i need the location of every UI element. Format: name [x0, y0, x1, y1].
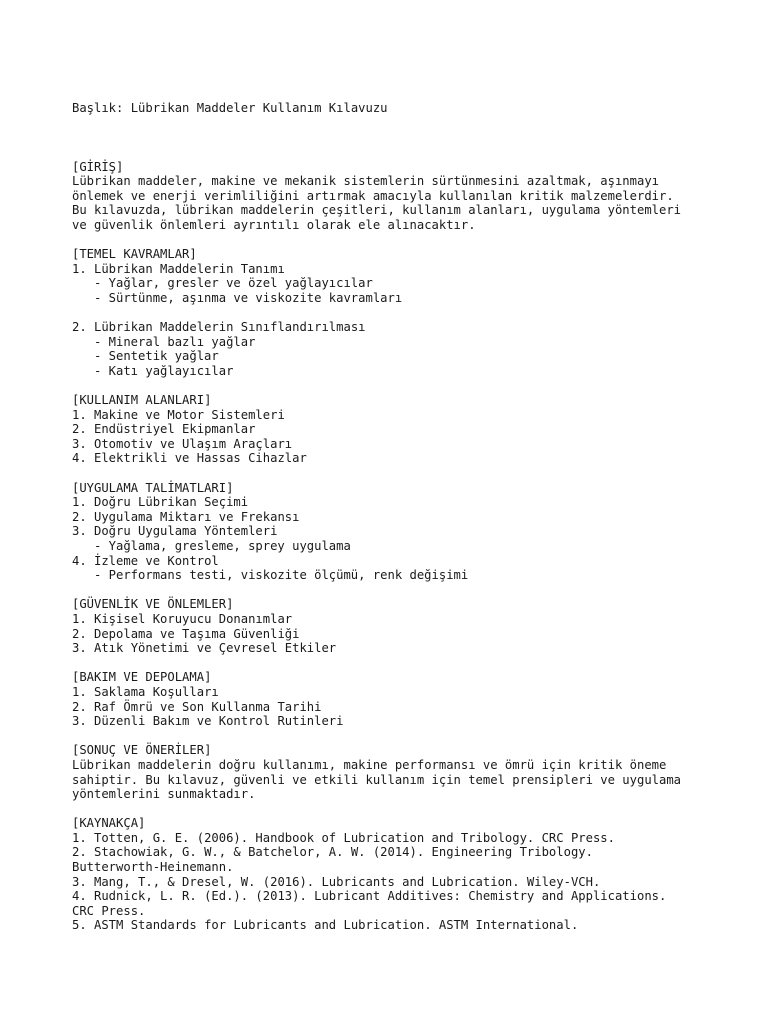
section-line: - Performans testi, viskozite ölçümü, renk değişimi: [94, 568, 469, 583]
section-line: 3. Düzenli Bakım ve Kontrol Rutinleri: [72, 714, 344, 729]
section-heading: [TEMEL KAVRAMLAR]: [72, 247, 197, 262]
section-line: 3. Otomotiv ve Ulaşım Araçları: [72, 436, 293, 451]
document-title: Başlık: Lübrikan Maddeler Kullanım Kılavuzu: [72, 101, 388, 116]
section-line: 1. Kişisel Koruyucu Donanımlar: [72, 611, 293, 626]
document-section: [72, 247, 712, 378]
section-line: - Sürtünme, aşınma ve viskozite kavramları: [94, 290, 403, 305]
document-section: [72, 670, 712, 728]
section-line: 5. ASTM Standards for Lubricants and Lubrication. ASTM International.: [72, 918, 579, 933]
document-section: [72, 481, 712, 583]
section-line: 4. Elektrikli ve Hassas Cihazlar: [72, 451, 307, 466]
section-line: 3. Doğru Uygulama Yöntemleri: [72, 524, 278, 539]
document-section: [72, 160, 712, 233]
section-heading: [GİRİŞ]: [72, 159, 124, 174]
section-line: 1. Makine ve Motor Sistemleri: [72, 407, 285, 422]
document-body: [72, 72, 712, 962]
section-spacer: [72, 378, 712, 393]
section-heading: [BAKIM VE DEPOLAMA]: [72, 670, 212, 685]
section-line: 4. Rudnick, L. R. (Ed.). (2013). Lubricant Additives: Chemistry and Applications.: [72, 889, 667, 904]
section-line: 2. Raf Ömrü ve Son Kullanma Tarihi: [72, 699, 322, 714]
section-line: ve güvenlik önlemleri ayrıntılı olarak ele alınacaktır.: [72, 217, 476, 232]
section-heading: [KULLANIM ALANLARI]: [72, 393, 212, 408]
section-heading: [SONUÇ VE ÖNERİLER]: [72, 743, 212, 758]
blank-line: [72, 306, 712, 321]
document-section: [72, 816, 712, 933]
section-line: - Mineral bazlı yağlar: [94, 334, 256, 349]
section-spacer: [72, 656, 712, 671]
section-line: 1. Saklama Koşulları: [72, 684, 219, 699]
section-heading: [UYGULAMA TALİMATLARI]: [72, 480, 234, 495]
section-line: - Yağlar, gresler ve özel yağlayıcılar: [94, 276, 373, 291]
section-line: Lübrikan maddeler, makine ve mekanik sistemlerin sürtünmesini azaltmak, aşınmayı: [72, 174, 659, 189]
section-heading: [GÜVENLİK VE ÖNLEMLER]: [72, 597, 234, 612]
section-line: Lübrikan maddelerin doğru kullanımı, makine performansı ve ömrü için kritik öneme: [72, 757, 667, 772]
section-line: 2. Depolama ve Taşıma Güvenliği: [72, 626, 300, 641]
section-spacer: [72, 583, 712, 598]
document-section: [72, 393, 712, 466]
section-spacer: [72, 729, 712, 744]
section-line: - Yağlama, gresleme, sprey uygulama: [94, 539, 351, 553]
section-line: 1. Doğru Lübrikan Seçimi: [72, 495, 249, 510]
section-spacer: [72, 802, 712, 817]
section-line: sahiptir. Bu kılavuz, güvenli ve etkili kullanım için temel prensipleri ve uygulama: [72, 772, 682, 787]
section-spacer: [72, 233, 712, 248]
document-section: [72, 743, 712, 801]
section-line: 2. Uygulama Miktarı ve Frekansı: [72, 509, 300, 524]
section-line: önlemek ve enerji verimliliğini artırmak amacıyla kullanılan kritik malzemelerdir.: [72, 188, 674, 203]
section-line: 2. Lübrikan Maddelerin Sınıflandırılması: [72, 320, 366, 335]
section-line: - Katı yağlayıcılar: [94, 363, 234, 378]
section-line: 4. İzleme ve Kontrol: [72, 553, 219, 568]
section-line: 3. Atık Yönetimi ve Çevresel Etkiler: [72, 641, 337, 656]
section-line: Bu kılavuzda, lübrikan maddelerin çeşitleri, kullanım alanları, uygulama yöntemleri: [72, 203, 682, 218]
section-line: 2. Stachowiak, G. W., & Batchelor, A. W. (2014). Engineering Tribology.: [72, 845, 593, 860]
section-spacer: [72, 466, 712, 481]
section-spacer: [72, 145, 712, 160]
section-line: 2. Endüstriyel Ekipmanlar: [72, 422, 256, 437]
section-line: 1. Totten, G. E. (2006). Handbook of Lubrication and Tribology. CRC Press.: [72, 830, 615, 845]
section-line: - Sentetik yağlar: [94, 349, 219, 364]
section-line: CRC Press.: [72, 903, 146, 918]
document-section: [72, 597, 712, 655]
section-line: 3. Mang, T., & Dresel, W. (2016). Lubricants and Lubrication. Wiley-VCH.: [72, 874, 601, 889]
section-line: 1. Lübrikan Maddelerin Tanımı: [72, 261, 285, 276]
document-sections: [72, 145, 712, 933]
section-heading: [KAYNAKÇA]: [72, 816, 146, 831]
section-line: Butterworth-Heinemann.: [72, 860, 234, 875]
section-line: yöntemlerini sunmaktadır.: [72, 787, 256, 802]
